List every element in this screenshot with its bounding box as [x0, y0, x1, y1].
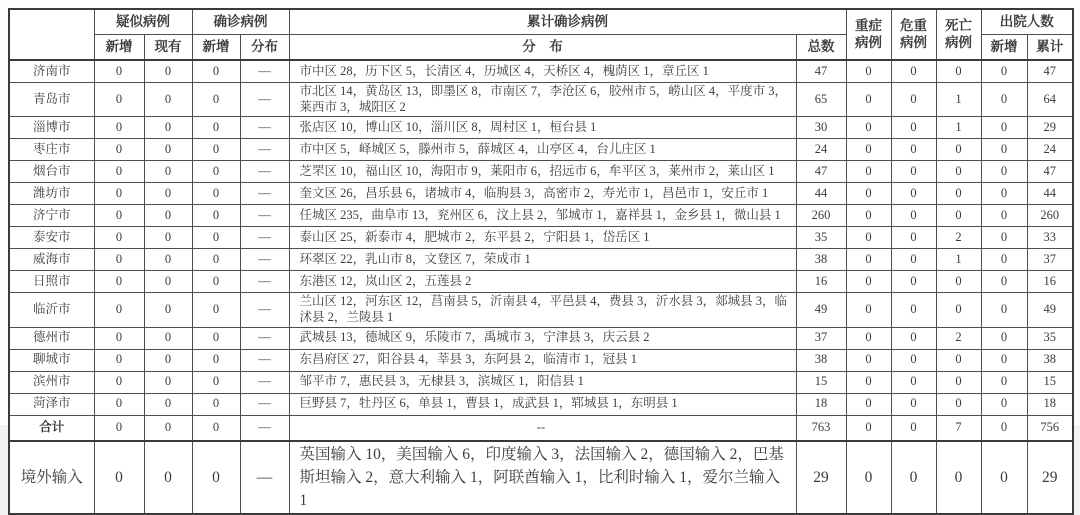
confirmed-dist-cell: —	[240, 271, 289, 293]
death-cell: 1	[936, 117, 981, 139]
suspected-existing-cell: 0	[144, 60, 192, 83]
confirmed-new-cell: 0	[192, 349, 240, 371]
severe-cell: 0	[846, 393, 891, 415]
death-cell: 0	[936, 60, 981, 83]
confirmed-dist-cell: —	[240, 227, 289, 249]
discharged-new-cell: 0	[981, 60, 1027, 83]
city-cell: 境外输入	[9, 441, 94, 515]
death-cell: 1	[936, 249, 981, 271]
row-linyi	[9, 293, 1073, 327]
city-cell: 枣庄市	[9, 139, 94, 161]
covid-case-table	[8, 8, 1074, 515]
death-cell: 1	[936, 83, 981, 117]
suspected-existing-cell: 0	[144, 227, 192, 249]
header-death-cases: 死亡病例	[936, 9, 981, 60]
discharged-cum-cell: 49	[1027, 293, 1073, 327]
discharged-cum-cell: 44	[1027, 183, 1073, 205]
row-taian	[9, 227, 1073, 249]
cumulative-total-cell: 38	[796, 249, 846, 271]
discharged-new-cell: 0	[981, 139, 1027, 161]
row-yantai	[9, 161, 1073, 183]
discharged-cum-cell: 29	[1027, 117, 1073, 139]
discharged-cum-cell: 37	[1027, 249, 1073, 271]
critical-cell: 0	[891, 371, 936, 393]
city-cell: 淄博市	[9, 117, 94, 139]
cumulative-total-cell: 47	[796, 60, 846, 83]
death-cell: 0	[936, 393, 981, 415]
row-weifang	[9, 183, 1073, 205]
confirmed-new-cell: 0	[192, 393, 240, 415]
row-dezhou	[9, 327, 1073, 349]
critical-cell: 0	[891, 415, 936, 441]
confirmed-new-cell: 0	[192, 183, 240, 205]
cumulative-dist-cell: 市北区 14，黄岛区 13，即墨区 8，市南区 7，李沧区 6，胶州市 5，崂山区 4，平度市 3，莱西市 3，城阳区 2	[289, 83, 796, 117]
discharged-cum-cell: 24	[1027, 139, 1073, 161]
suspected-existing-cell: 0	[144, 349, 192, 371]
cumulative-dist-cell: 东昌府区 27，阳谷县 4，莘县 3，东阿县 2，临清市 1，冠县 1	[289, 349, 796, 371]
row-total	[9, 415, 1073, 441]
critical-cell: 0	[891, 139, 936, 161]
severe-cell: 0	[846, 161, 891, 183]
confirmed-dist-cell: —	[240, 415, 289, 441]
header-city	[9, 9, 94, 60]
suspected-existing-cell: 0	[144, 441, 192, 515]
suspected-new-cell: 0	[94, 205, 144, 227]
header-critical-cases: 危重病例	[891, 9, 936, 60]
city-cell: 德州市	[9, 327, 94, 349]
critical-cell: 0	[891, 441, 936, 515]
discharged-cum-cell: 33	[1027, 227, 1073, 249]
critical-cell: 0	[891, 393, 936, 415]
confirmed-dist-cell: —	[240, 139, 289, 161]
critical-cell: 0	[891, 183, 936, 205]
header-cumulative-dist: 分 布	[289, 35, 796, 61]
suspected-existing-cell: 0	[144, 371, 192, 393]
severe-cell: 0	[846, 349, 891, 371]
critical-cell: 0	[891, 161, 936, 183]
header-confirmed-new: 新增	[192, 35, 240, 61]
suspected-new-cell: 0	[94, 415, 144, 441]
death-cell: 0	[936, 271, 981, 293]
discharged-new-cell: 0	[981, 249, 1027, 271]
row-rizhao	[9, 271, 1073, 293]
cumulative-dist-cell: 张店区 10，博山区 10，淄川区 8，周村区 1，桓台县 1	[289, 117, 796, 139]
suspected-new-cell: 0	[94, 161, 144, 183]
confirmed-new-cell: 0	[192, 271, 240, 293]
suspected-existing-cell: 0	[144, 117, 192, 139]
cumulative-dist-cell: 市中区 5，峄城区 5，滕州市 5，薛城区 4，山亭区 4，台儿庄区 1	[289, 139, 796, 161]
critical-cell: 0	[891, 271, 936, 293]
cumulative-dist-cell: 英国输入 10，美国输入 6，印度输入 3，法国输入 2，德国输入 2，巴基斯坦输入 2，意大利输入 1，阿联酋输入 1，比利时输入 1，爱尔兰输入 1	[289, 441, 796, 515]
header-suspected-new: 新增	[94, 35, 144, 61]
cumulative-dist-cell: 市中区 28，历下区 5，长清区 4，历城区 4，天桥区 4，槐荫区 1，章丘区 1	[289, 60, 796, 83]
discharged-new-cell: 0	[981, 205, 1027, 227]
header-cumulative-confirmed: 累计确诊病例	[289, 9, 846, 35]
suspected-new-cell: 0	[94, 249, 144, 271]
severe-cell: 0	[846, 117, 891, 139]
confirmed-dist-cell: —	[240, 349, 289, 371]
city-cell: 临沂市	[9, 293, 94, 327]
suspected-new-cell: 0	[94, 60, 144, 83]
critical-cell: 0	[891, 249, 936, 271]
critical-cell: 0	[891, 349, 936, 371]
death-cell: 0	[936, 161, 981, 183]
cumulative-total-cell: 18	[796, 393, 846, 415]
suspected-existing-cell: 0	[144, 139, 192, 161]
cumulative-total-cell: 763	[796, 415, 846, 441]
header-discharged: 出院人数	[981, 9, 1073, 35]
severe-cell: 0	[846, 271, 891, 293]
cumulative-dist-cell: 巨野县 7，牡丹区 6，单县 1，曹县 1，成武县 1，郓城县 1，东明县 1	[289, 393, 796, 415]
severe-cell: 0	[846, 327, 891, 349]
suspected-existing-cell: 0	[144, 249, 192, 271]
death-cell: 0	[936, 293, 981, 327]
critical-cell: 0	[891, 117, 936, 139]
table-body	[9, 60, 1073, 514]
severe-cell: 0	[846, 205, 891, 227]
suspected-new-cell: 0	[94, 227, 144, 249]
suspected-existing-cell: 0	[144, 393, 192, 415]
death-cell: 0	[936, 371, 981, 393]
discharged-cum-cell: 35	[1027, 327, 1073, 349]
discharged-new-cell: 0	[981, 183, 1027, 205]
confirmed-new-cell: 0	[192, 83, 240, 117]
critical-cell: 0	[891, 205, 936, 227]
discharged-new-cell: 0	[981, 271, 1027, 293]
header-cumulative-total: 总数	[796, 35, 846, 61]
discharged-cum-cell: 64	[1027, 83, 1073, 117]
death-cell: 0	[936, 441, 981, 515]
row-zaozhuang	[9, 139, 1073, 161]
discharged-cum-cell: 15	[1027, 371, 1073, 393]
row-jinan	[9, 60, 1073, 83]
suspected-new-cell: 0	[94, 117, 144, 139]
suspected-existing-cell: 0	[144, 183, 192, 205]
suspected-existing-cell: 0	[144, 83, 192, 117]
discharged-new-cell: 0	[981, 415, 1027, 441]
confirmed-dist-cell: —	[240, 327, 289, 349]
confirmed-dist-cell: —	[240, 393, 289, 415]
cumulative-dist-cell: 奎文区 26，昌乐县 6，诸城市 4，临朐县 3，高密市 2，寿光市 1，昌邑市 1，安丘市 1	[289, 183, 796, 205]
confirmed-new-cell: 0	[192, 293, 240, 327]
death-cell: 0	[936, 349, 981, 371]
cumulative-total-cell: 16	[796, 271, 846, 293]
header-severe-cases: 重症病例	[846, 9, 891, 60]
discharged-new-cell: 0	[981, 327, 1027, 349]
header-discharged-cum: 累计	[1027, 35, 1073, 61]
city-cell: 济宁市	[9, 205, 94, 227]
city-cell: 泰安市	[9, 227, 94, 249]
discharged-new-cell: 0	[981, 349, 1027, 371]
cumulative-total-cell: 47	[796, 161, 846, 183]
cumulative-dist-cell: 东港区 12，岚山区 2，五莲县 2	[289, 271, 796, 293]
suspected-existing-cell: 0	[144, 271, 192, 293]
discharged-new-cell: 0	[981, 83, 1027, 117]
critical-cell: 0	[891, 83, 936, 117]
header-suspected-existing: 现有	[144, 35, 192, 61]
suspected-new-cell: 0	[94, 83, 144, 117]
cumulative-total-cell: 49	[796, 293, 846, 327]
cumulative-total-cell: 44	[796, 183, 846, 205]
header-discharged-new: 新增	[981, 35, 1027, 61]
discharged-new-cell: 0	[981, 371, 1027, 393]
death-cell: 7	[936, 415, 981, 441]
confirmed-new-cell: 0	[192, 117, 240, 139]
cumulative-dist-cell: 泰山区 25，新泰市 4，肥城市 2，东平县 2，宁阳县 1，岱岳区 1	[289, 227, 796, 249]
confirmed-dist-cell: —	[240, 249, 289, 271]
discharged-new-cell: 0	[981, 293, 1027, 327]
cumulative-dist-cell: 任城区 235，曲阜市 13，兖州区 6，汶上县 2，邹城市 1，嘉祥县 1，金乡县 1，微山县 1	[289, 205, 796, 227]
suspected-new-cell: 0	[94, 271, 144, 293]
row-qingdao	[9, 83, 1073, 117]
confirmed-new-cell: 0	[192, 227, 240, 249]
city-cell: 济南市	[9, 60, 94, 83]
death-cell: 0	[936, 205, 981, 227]
cumulative-total-cell: 29	[796, 441, 846, 515]
cumulative-total-cell: 24	[796, 139, 846, 161]
discharged-new-cell: 0	[981, 441, 1027, 515]
suspected-new-cell: 0	[94, 393, 144, 415]
suspected-existing-cell: 0	[144, 415, 192, 441]
city-cell: 合计	[9, 415, 94, 441]
suspected-new-cell: 0	[94, 139, 144, 161]
confirmed-dist-cell: —	[240, 371, 289, 393]
suspected-existing-cell: 0	[144, 205, 192, 227]
cumulative-dist-cell: --	[289, 415, 796, 441]
confirmed-new-cell: 0	[192, 441, 240, 515]
suspected-new-cell: 0	[94, 327, 144, 349]
city-cell: 威海市	[9, 249, 94, 271]
city-cell: 烟台市	[9, 161, 94, 183]
confirmed-new-cell: 0	[192, 327, 240, 349]
cumulative-total-cell: 38	[796, 349, 846, 371]
cumulative-total-cell: 37	[796, 327, 846, 349]
death-cell: 0	[936, 183, 981, 205]
suspected-existing-cell: 0	[144, 161, 192, 183]
confirmed-dist-cell: —	[240, 161, 289, 183]
severe-cell: 0	[846, 139, 891, 161]
suspected-new-cell: 0	[94, 293, 144, 327]
city-cell: 滨州市	[9, 371, 94, 393]
header-confirmed-dist: 分布	[240, 35, 289, 61]
row-jining	[9, 205, 1073, 227]
row-binzhou	[9, 371, 1073, 393]
discharged-cum-cell: 16	[1027, 271, 1073, 293]
suspected-new-cell: 0	[94, 349, 144, 371]
city-cell: 青岛市	[9, 83, 94, 117]
critical-cell: 0	[891, 60, 936, 83]
suspected-new-cell: 0	[94, 183, 144, 205]
severe-cell: 0	[846, 227, 891, 249]
confirmed-dist-cell: —	[240, 117, 289, 139]
discharged-new-cell: 0	[981, 227, 1027, 249]
cumulative-total-cell: 30	[796, 117, 846, 139]
critical-cell: 0	[891, 293, 936, 327]
row-imported	[9, 441, 1073, 515]
row-weihai	[9, 249, 1073, 271]
confirmed-dist-cell: —	[240, 83, 289, 117]
cumulative-total-cell: 15	[796, 371, 846, 393]
confirmed-new-cell: 0	[192, 161, 240, 183]
severe-cell: 0	[846, 441, 891, 515]
cumulative-dist-cell: 芝罘区 10，福山区 10，海阳市 9，莱阳市 6，招远市 6，牟平区 3，莱州市 2，莱山区 1	[289, 161, 796, 183]
critical-cell: 0	[891, 227, 936, 249]
discharged-cum-cell: 18	[1027, 393, 1073, 415]
cumulative-dist-cell: 邹平市 7，惠民县 3，无棣县 3，滨城区 1，阳信县 1	[289, 371, 796, 393]
cumulative-total-cell: 65	[796, 83, 846, 117]
critical-cell: 0	[891, 327, 936, 349]
discharged-new-cell: 0	[981, 161, 1027, 183]
city-cell: 聊城市	[9, 349, 94, 371]
confirmed-dist-cell: —	[240, 60, 289, 83]
confirmed-dist-cell: —	[240, 183, 289, 205]
severe-cell: 0	[846, 249, 891, 271]
row-heze	[9, 393, 1073, 415]
severe-cell: 0	[846, 83, 891, 117]
suspected-new-cell: 0	[94, 441, 144, 515]
confirmed-new-cell: 0	[192, 139, 240, 161]
cumulative-total-cell: 35	[796, 227, 846, 249]
city-cell: 日照市	[9, 271, 94, 293]
confirmed-dist-cell: —	[240, 293, 289, 327]
cumulative-dist-cell: 兰山区 12，河东区 12，莒南县 5，沂南县 4，平邑县 4，费县 3，沂水县 3，郯城县 3，临沭县 2，兰陵县 1	[289, 293, 796, 327]
discharged-new-cell: 0	[981, 393, 1027, 415]
suspected-existing-cell: 0	[144, 327, 192, 349]
confirmed-new-cell: 0	[192, 371, 240, 393]
death-cell: 2	[936, 227, 981, 249]
header-suspected-cases: 疑似病例	[94, 9, 192, 35]
discharged-cum-cell: 47	[1027, 60, 1073, 83]
cumulative-dist-cell: 环翠区 22，乳山市 8，文登区 7，荣成市 1	[289, 249, 796, 271]
discharged-cum-cell: 756	[1027, 415, 1073, 441]
confirmed-dist-cell: —	[240, 205, 289, 227]
cumulative-dist-cell: 武城县 13，德城区 9，乐陵市 7，禹城市 3，宁津县 3，庆云县 2	[289, 327, 796, 349]
discharged-cum-cell: 260	[1027, 205, 1073, 227]
severe-cell: 0	[846, 371, 891, 393]
death-cell: 2	[936, 327, 981, 349]
severe-cell: 0	[846, 183, 891, 205]
severe-cell: 0	[846, 293, 891, 327]
suspected-existing-cell: 0	[144, 293, 192, 327]
city-cell: 潍坊市	[9, 183, 94, 205]
discharged-new-cell: 0	[981, 117, 1027, 139]
confirmed-new-cell: 0	[192, 60, 240, 83]
header-row-1	[9, 9, 1073, 35]
confirmed-dist-cell: —	[240, 441, 289, 515]
confirmed-new-cell: 0	[192, 205, 240, 227]
discharged-cum-cell: 38	[1027, 349, 1073, 371]
suspected-new-cell: 0	[94, 371, 144, 393]
cumulative-total-cell: 260	[796, 205, 846, 227]
row-zibo	[9, 117, 1073, 139]
row-liaocheng	[9, 349, 1073, 371]
death-cell: 0	[936, 139, 981, 161]
discharged-cum-cell: 47	[1027, 161, 1073, 183]
confirmed-new-cell: 0	[192, 415, 240, 441]
confirmed-new-cell: 0	[192, 249, 240, 271]
severe-cell: 0	[846, 415, 891, 441]
severe-cell: 0	[846, 60, 891, 83]
table-header	[9, 9, 1073, 60]
discharged-cum-cell: 29	[1027, 441, 1073, 515]
header-confirmed-cases: 确诊病例	[192, 9, 289, 35]
city-cell: 菏泽市	[9, 393, 94, 415]
